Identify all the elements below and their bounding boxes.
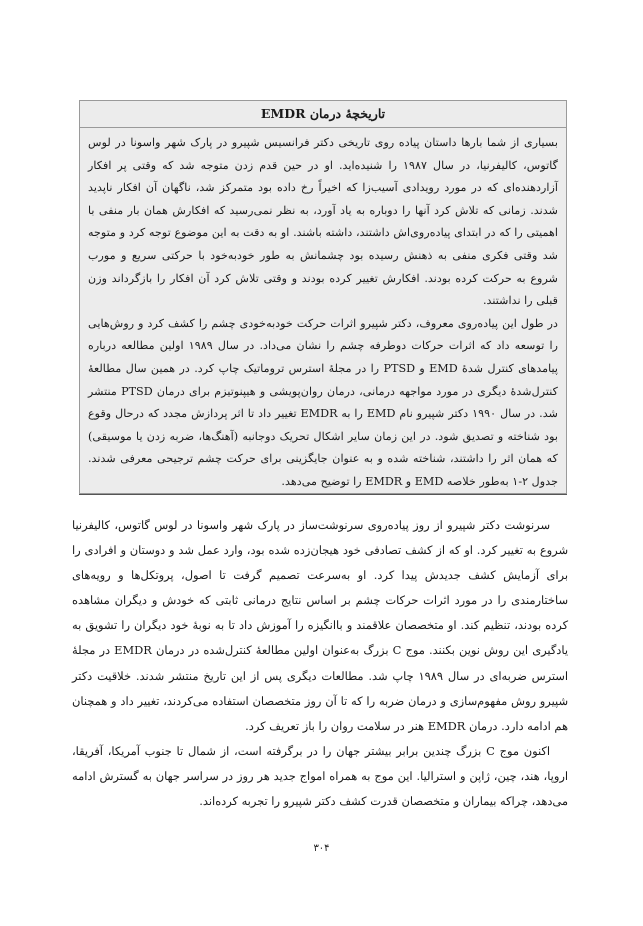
body-paragraph: اکنون موج C بزرگ چندین برابر بیشتر جهان را در برگرفته است، از شمال تا جنوب آمریکا، آفریقا، اروپا، هند، چین، ژاپن و استرالیا. این موج به همراه امواج جدید هر روز در سراسر جهان به گسترش ادامه می‌دهد، چراکه بیماران و متخصصان قدرت کشف دکتر شپیرو را تجربه کرده‌اند. [72, 743, 568, 809]
box-paragraph: در طول این پیاده‌روی معروف، دکتر شپیرو اثرات حرکت خودبه‌خودی چشم را کشف کرد و روش‌هایی را توسعه داد که اثرات حرکات دوطرفه چشم را نشان می‌داد. در سال ۱۹۸۹ اولین مطالعه درباره پیامدهای کنترل شدهٔ EMD و PTSD را در مجلهٔ استرس تروماتیک چاپ کرد. در همین سال مطالعهٔ کنترل‌شدهٔ دیگری در مورد مواجهه درمانی، درمان روان‌پویشی و هیپنوتیزم برای درمان PTSD منتشر شد. در سال ۱۹۹۰ دکتر شپیرو نام EMD را به EMDR تغییر داد تا اثر پردازش مجدد که درحال وقوع بود شناخته و تصدیق شود. در این زمان سایر اشکال تحریک دوجانبه (آهنگ‌ها، ضربه زدن یا موسیقی) که همان اثر را داشتند، شناخته شده و به عنوان جایگزینی برای حرکت چشم ترجیحی معرفی شدند. جدول ۲-۱ به‌طور خلاصه EMD و EMDR را توضیح می‌دهد. [88, 316, 558, 488]
box-paragraph: بسیاری از شما بارها داستان پیاده روی تاریخی دکتر فرانسیس شپیرو در پارک شهر واسونا در لوس گاتوس، کالیفرنیا، در سال ۱۹۸۷ را شنیده‌اید. او در حین قدم زدن متوجه شد که وقتی پر افکار آزاردهنده‌ای که در مورد رویدادی آسیب‌زا که اخیراً رخ داده بود متمرکز شد، ناگهان آن افکار ناپدید شدند. زمانی که تلاش کرد آنها را دوباره به یاد آورد، به نظر نمی‌رسید که افکارش همان بار منفی با اهمیتی را که در ابتدای پیاده‌روی‌اش داشتند، داشته باشند. او به دقت به این موضوع توجه کرد و متوجه شد وقتی فکری منفی به ذهنش رسیده بود چشمانش به طور خودبه‌خود با حرکتی سریع و مورب شروع به حرکت کرده بودند. افکارش تغییر کرده بودند و وقتی تلاش کرد آن افکار را بازگرداند وزن قبلی را نداشتند. [88, 136, 558, 308]
page-number: ۳۰۴ [313, 843, 330, 854]
box-bottom-rule [79, 494, 567, 495]
body-paragraph: سرنوشت دکتر شپیرو از روز پیاده‌روی سرنوشت‌ساز در پارک شهر واسونا در لوس گاتوس، کالیفرنیا شروع به تغییر کرد. او که از کشف تصادفی خود هیجان‌زده شده بود، وارد عمل شد و دوستان و افرادی را برای آزمایش کشف جدیدش پیدا کرد. او به‌سرعت تصمیم گرفت تا اصول، پروتکل‌ها و رویه‌های ساختارمندی را در مورد اثرات حرکات چشم بر اساس نتایج درمانی ثابتی که خودش و دیگران مشاهده کرده بودند، تنظیم کند. او متخصصان علاقمند و باانگیزه را آموزش داد تا به نوبهٔ خود دیگران را تشویق به یادگیری این روش نوین بکنند. موج C بزرگ به‌عنوان اولین مطالعهٔ کنترل‌شده در درمان EMDR در مجلهٔ استرس ضربه‌ای در سال ۱۹۸۹ چاپ شد. مطالعات دیگری پس از این تاریخ منتشر شدند. خلاقیت دکتر شپیرو روش مفهوم‌سازی و درمان ضربه را که تا آن روز متخصصان استفاده می‌کردند، تغییر داد و همچنان هم ادامه دارد. درمان EMDR هنر در سلامت روان را باز تعریف کرد. [72, 518, 568, 733]
box-title: تاریخچهٔ درمان EMDR [80, 101, 566, 128]
history-sidebar-box [79, 100, 567, 494]
body-text [72, 513, 568, 814]
box-body [80, 128, 566, 494]
